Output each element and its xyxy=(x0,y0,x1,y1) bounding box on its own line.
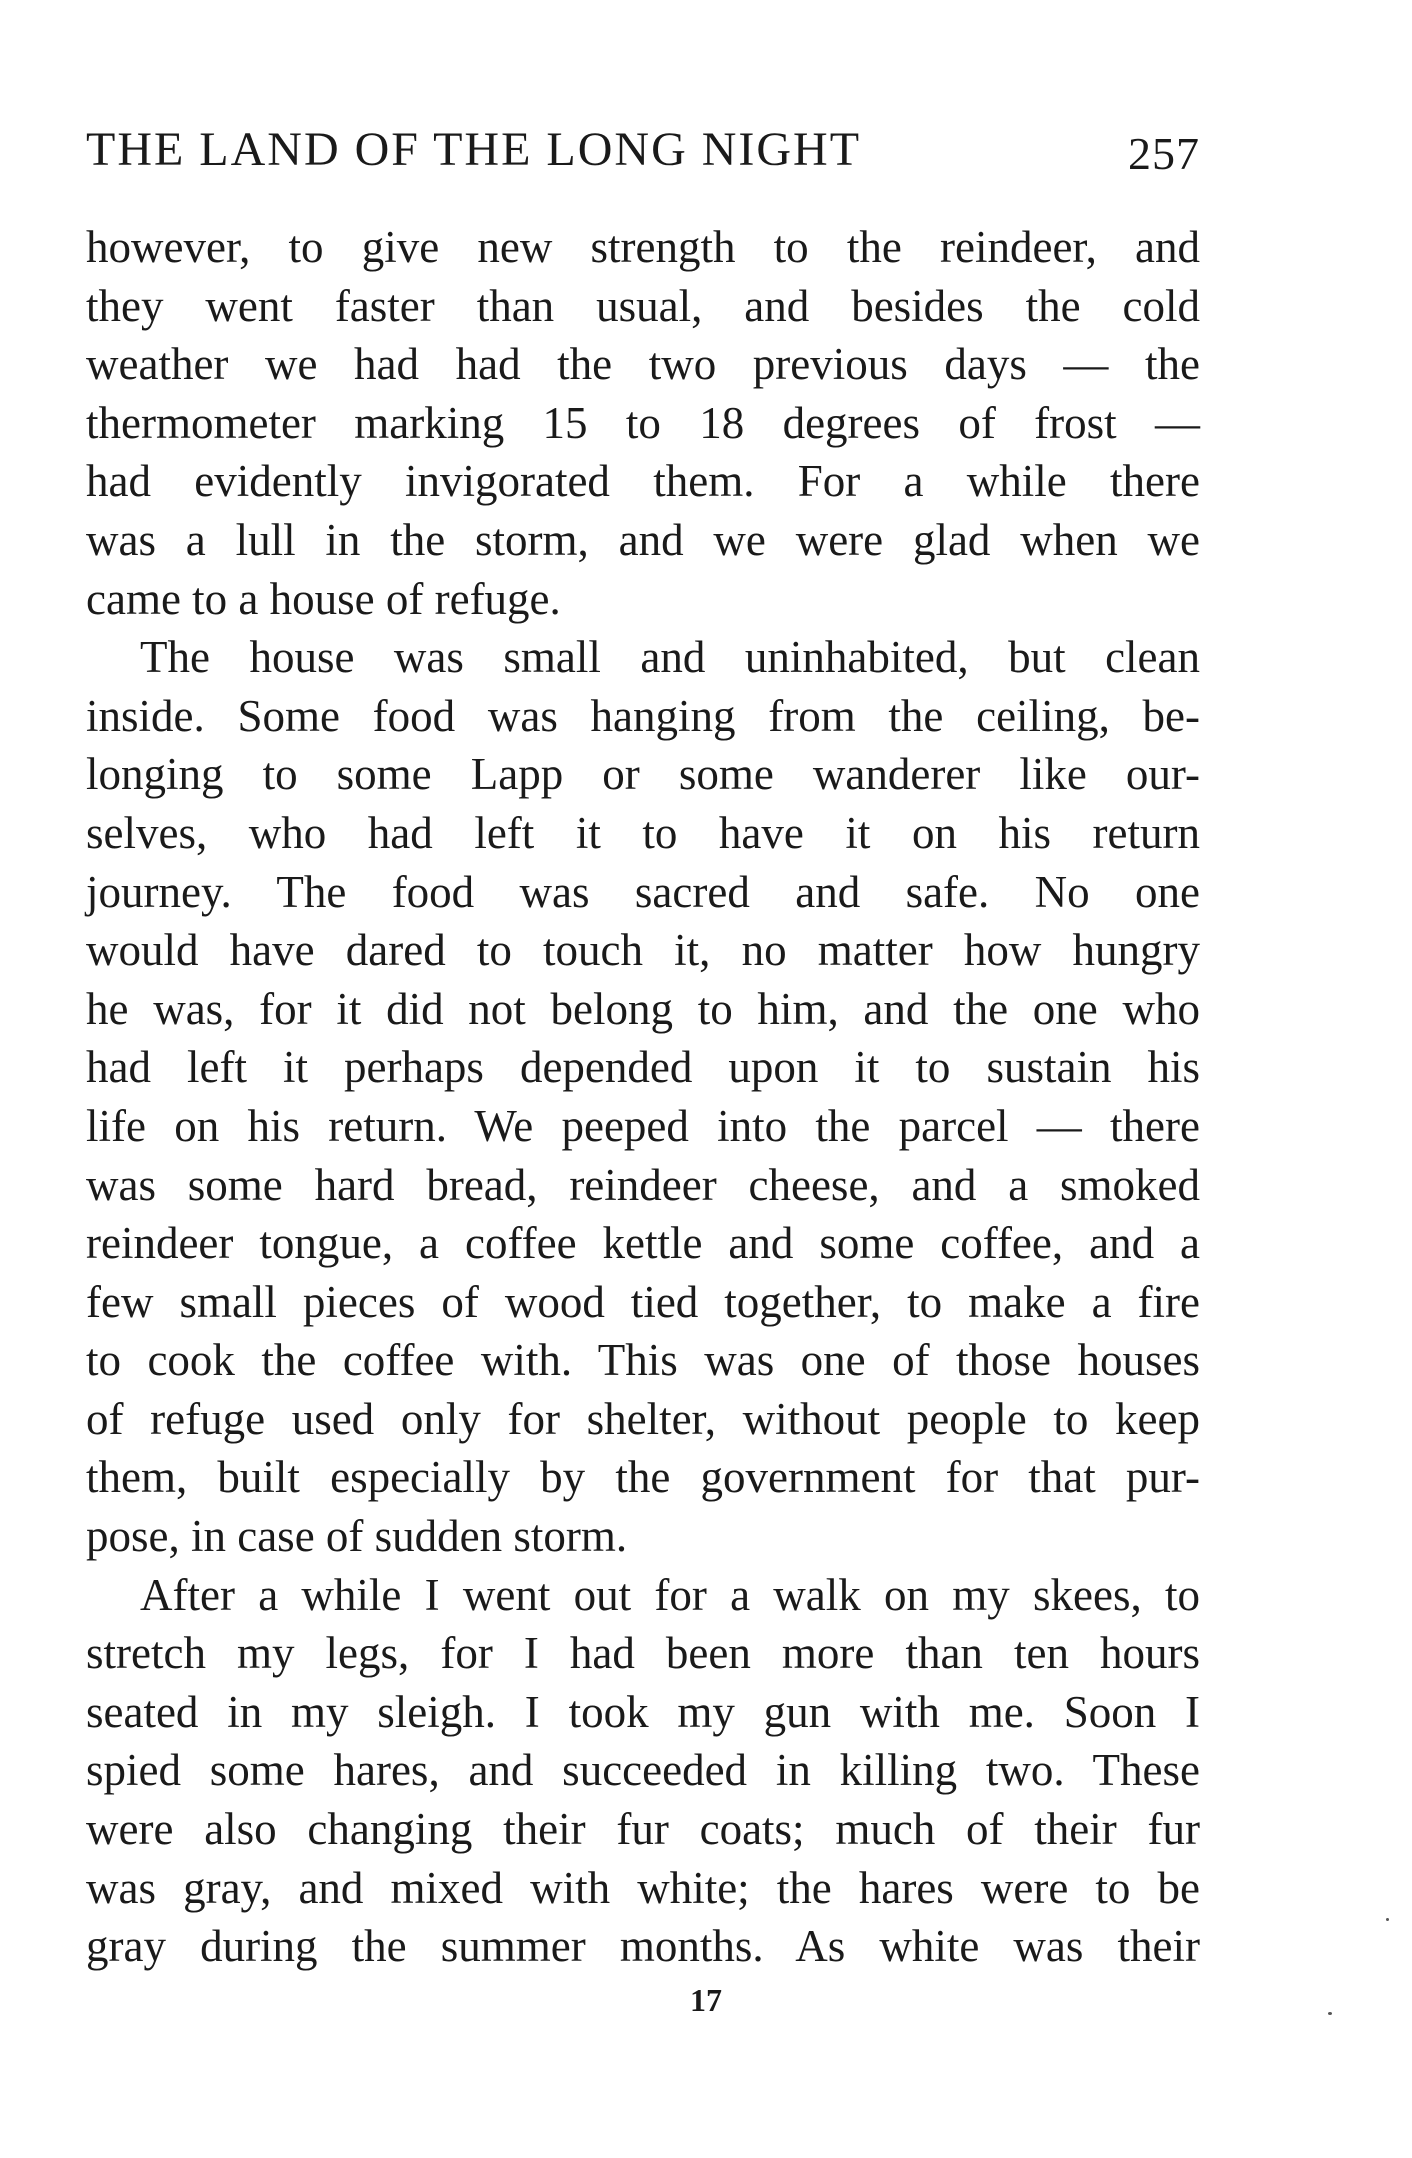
text-line: would have dared to touch it, no matter how hungry xyxy=(86,925,1200,976)
text-line: After a while I went out for a walk on my skees, to xyxy=(140,1569,1200,1620)
text-line: was some hard bread, reindeer cheese, and a smoked xyxy=(86,1159,1200,1210)
text-line: had left it perhaps depended upon it to sustain his xyxy=(86,1042,1200,1093)
paragraph xyxy=(86,218,1200,628)
paragraph xyxy=(86,1566,1200,1976)
paper-speck xyxy=(1386,1918,1389,1921)
text-line: he was, for it did not belong to him, and the one who xyxy=(86,983,1200,1034)
text-line: pose, in case of sudden storm. xyxy=(86,1511,628,1562)
text-line: selves, who had left it to have it on his return xyxy=(86,807,1200,858)
text-line: however, to give new strength to the reindeer, and xyxy=(86,222,1200,272)
text-line: had evidently invigorated them. For a while there xyxy=(86,456,1200,507)
running-title: THE LAND OF THE LONG NIGHT xyxy=(86,123,862,176)
text-line: came to a house of refuge. xyxy=(86,573,561,624)
paper-speck xyxy=(1328,2012,1332,2015)
text-line: of refuge used only for shelter, without people to keep xyxy=(86,1393,1200,1444)
text-line: were also changing their fur coats; much of their fur xyxy=(86,1804,1200,1855)
text-line: gray during the summer months. As white was their xyxy=(86,1921,1200,1972)
text-line: stretch my legs, for I had been more than ten hours xyxy=(86,1628,1200,1679)
signature-mark: 17 xyxy=(690,1982,722,2018)
text-line: longing to some Lapp or some wanderer like our- xyxy=(86,749,1200,800)
text-line: spied some hares, and succeeded in killing two. These xyxy=(86,1745,1200,1796)
page-number: 257 xyxy=(1128,128,1200,179)
text-line: thermometer marking 15 to 18 degrees of frost — xyxy=(86,397,1200,448)
text-line: journey. The food was sacred and safe. No one xyxy=(86,866,1200,917)
text-line: life on his return. We peeped into the parcel — there xyxy=(86,1100,1200,1151)
paragraph xyxy=(86,628,1200,1566)
text-line: The house was small and uninhabited, but clean xyxy=(140,632,1200,683)
text-line: was gray, and mixed with white; the hares were to be xyxy=(86,1862,1200,1913)
text-line: reindeer tongue, a coffee kettle and some coffee, and a xyxy=(86,1218,1200,1269)
text-line: seated in my sleigh. I took my gun with me. Soon I xyxy=(86,1686,1200,1737)
text-line: weather we had had the two previous days — the xyxy=(86,339,1200,390)
text-line: they went faster than usual, and besides the cold xyxy=(86,280,1200,331)
text-line: them, built especially by the government for that pur- xyxy=(86,1452,1200,1503)
text-line: to cook the coffee with. This was one of those houses xyxy=(86,1335,1200,1386)
body-text xyxy=(86,218,1200,1976)
running-header xyxy=(86,118,1200,182)
text-line: few small pieces of wood tied together, to make a fire xyxy=(86,1276,1200,1327)
text-line: was a lull in the storm, and we were glad when we xyxy=(86,514,1200,565)
text-line: inside. Some food was hanging from the ceiling, be- xyxy=(86,690,1200,741)
